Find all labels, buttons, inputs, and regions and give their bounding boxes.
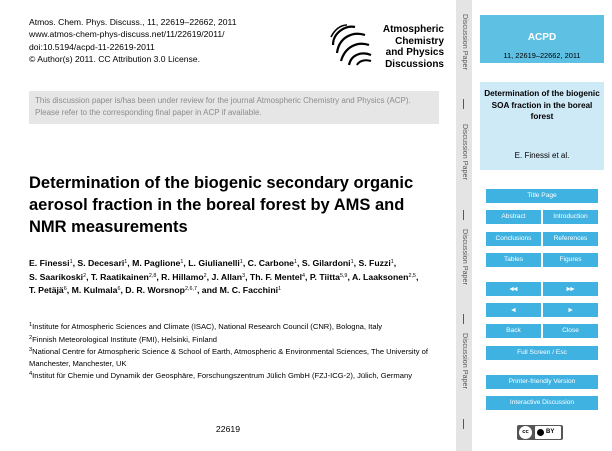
author-affiliation-marker: 6 bbox=[117, 286, 121, 293]
figures-button[interactable]: Figures bbox=[543, 253, 598, 267]
printer-friendly-button[interactable]: Printer-friendly Version bbox=[486, 375, 598, 389]
full-screen-button[interactable]: Full Screen / Esc bbox=[486, 346, 598, 360]
author-affiliation-marker: 6 bbox=[63, 286, 67, 293]
author-name: S. Saarikoski$^2$ bbox=[29, 271, 87, 282]
discussion-paper-strip bbox=[456, 0, 472, 451]
paper-doi[interactable]: doi:10.5194/acpd-11-22619-2011 bbox=[29, 41, 155, 52]
person-icon bbox=[537, 429, 544, 436]
author-affiliation-marker: 1 bbox=[294, 259, 298, 266]
tables-button[interactable]: Tables bbox=[486, 253, 541, 267]
issue-info: 11, 22619–22662, 2011 bbox=[503, 51, 581, 60]
strip-separator bbox=[463, 210, 464, 220]
author-name: A. Laaksonen$^{2,5}$ bbox=[351, 271, 416, 282]
conclusions-button[interactable]: Conclusions bbox=[486, 232, 541, 246]
review-notice-text: This discussion paper is/has been under review for the journal Atmospheric Chemistry and Physics (ACP). Please refer to the corresponding final paper in ACP if available. bbox=[35, 96, 411, 118]
author-affiliation-marker: 1 bbox=[239, 259, 243, 266]
affiliation: $^2$Finnish Meteorological Institute (FMI), Helsinki, Finland bbox=[29, 334, 218, 344]
journal-citation: Atmos. Chem. Phys. Discuss., 11, 22619–22662, 2011 bbox=[29, 17, 237, 27]
back-button[interactable]: Back bbox=[486, 324, 541, 338]
short-authors: E. Finessi et al. bbox=[514, 151, 570, 160]
author-name: S. Decesari$^1$ bbox=[77, 258, 128, 268]
citation-block bbox=[29, 16, 236, 65]
author-affiliation-marker: 3 bbox=[242, 272, 246, 279]
author-affiliation-marker: 2,5 bbox=[408, 272, 416, 279]
author-affiliation-marker: 5,9 bbox=[339, 272, 348, 279]
strip-label: Discussion Paper bbox=[461, 14, 470, 70]
cc-icon: cc bbox=[519, 426, 532, 439]
author-affiliation-marker: 2,8 bbox=[148, 272, 157, 279]
author-name: Th. F. Mentel$^4$ bbox=[249, 271, 306, 282]
cc-license-badge[interactable] bbox=[517, 425, 563, 440]
references-button[interactable]: References bbox=[543, 232, 598, 246]
affiliation: $^1$Institute for Atmospheric Sciences and Climate (ISAC), National Research Council (CNR), Bologna, Italy bbox=[29, 321, 383, 331]
author-name: J. Allan$^3$ bbox=[211, 271, 246, 282]
copyright-line: © Author(s) 2011. CC Attribution 3.0 License. bbox=[29, 53, 200, 64]
author-affiliation-marker: 2,6,7 bbox=[184, 286, 197, 293]
author-name: C. Carbone$^1$ bbox=[247, 258, 298, 268]
strip-separator bbox=[463, 99, 464, 109]
author-affiliation-marker: 2 bbox=[203, 272, 207, 279]
author-affiliation-marker: 1 bbox=[278, 286, 282, 293]
egu-swirl-logo-icon bbox=[327, 21, 375, 69]
author-affiliation-marker: 2 bbox=[83, 272, 87, 279]
author-name: T. Petäjä$^6$ bbox=[29, 285, 67, 296]
author-affiliation-marker: 1 bbox=[69, 259, 73, 266]
affiliation-list bbox=[29, 321, 449, 383]
last-page-icon[interactable]: ▸▸ bbox=[543, 282, 598, 296]
author-affiliation-marker: 1 bbox=[390, 259, 394, 266]
author-name: D. R. Worsnop$^{2,6,7}$ bbox=[125, 285, 197, 296]
abstract-button[interactable]: Abstract bbox=[486, 210, 541, 224]
interactive-discussion-button[interactable]: Interactive Discussion bbox=[486, 396, 598, 410]
author-name: P. Tiitta$^{5,9}$ bbox=[309, 271, 348, 282]
strip-label: Discussion Paper bbox=[461, 229, 470, 285]
author-name: M. C. Facchini$^1$ bbox=[219, 285, 282, 296]
first-page-icon[interactable]: ◂◂ bbox=[486, 282, 541, 296]
author-affiliation-marker: 1 bbox=[180, 259, 184, 266]
review-notice bbox=[29, 91, 439, 124]
paper-title: Determination of the biogenic secondary organic aerosol fraction in the boreal forest by AMS and NMR measurements bbox=[29, 174, 414, 236]
author-name: M. Kulmala$^6$ bbox=[71, 285, 121, 296]
journal-abbrev: ACPD bbox=[527, 32, 557, 43]
introduction-button[interactable]: Introduction bbox=[543, 210, 598, 224]
author-name: R. Hillamo$^2$ bbox=[161, 271, 207, 282]
navigation-panel bbox=[472, 0, 612, 451]
author-list: E. Finessi$^1$, S. Decesari$^1$, M. Paglione$^1$, L. Giulianelli$^1$, C. Carbone$^1$, S. Gilardoni$^1$, S. Fuzzi$^1$, S. Saarikoski$^2$, T. Raatikainen$^{2,8}$, R. Hillamo$^2$, J. Allan$^3$, Th. F. Mentel$^4$, P. Tiitta$^{5,9}$, A. Laaksonen$^{2,5}$, T. Petäjä$^6$, M. Kulmala$^6$, D. R. Worsnop$^{2,6,7}$, and M. C. Facchini$^1$ bbox=[29, 258, 419, 296]
strip-separator bbox=[463, 419, 464, 429]
author-name: S. Fuzzi$^1$ bbox=[358, 258, 394, 268]
by-attribution-icon: BY bbox=[535, 426, 561, 439]
previous-page-icon[interactable]: ◂ bbox=[486, 303, 541, 317]
title-page-button[interactable]: Title Page bbox=[486, 189, 598, 203]
journal-name: Atmospheric Chemistry and Physics Discussions bbox=[382, 24, 444, 70]
author-name: S. Gilardoni$^1$ bbox=[301, 258, 354, 268]
strip-separator bbox=[463, 314, 464, 324]
author-name: L. Giulianelli$^1$ bbox=[188, 258, 243, 268]
author-name: E. Finessi$^1$ bbox=[29, 258, 73, 268]
author-name: M. Paglione$^1$ bbox=[132, 258, 184, 268]
strip-label: Discussion Paper bbox=[461, 333, 470, 389]
author-affiliation-marker: 1 bbox=[350, 259, 354, 266]
paper-url[interactable]: www.atmos-chem-phys-discuss.net/11/22619/2011/ bbox=[29, 29, 225, 40]
author-affiliation-marker: 1 bbox=[124, 259, 128, 266]
affiliation: $^4$Institut für Chemie und Dynamik der Geosphäre, Forschungszentrum Jülich GmbH (FZJ-ICG-2), Jülich, Germany bbox=[29, 371, 412, 381]
author-affiliation-marker: 4 bbox=[302, 272, 306, 279]
close-button[interactable]: Close bbox=[543, 324, 598, 338]
strip-label: Discussion Paper bbox=[461, 124, 470, 180]
short-title: Determination of the biogenic SOA fraction in the boreal forest bbox=[484, 89, 600, 121]
page-number: 22619 bbox=[215, 424, 241, 434]
affiliation: $^3$National Centre for Atmospheric Science & School of Earth, Atmospheric & Environmental Sciences, The University of Manchester, Manchester, UK bbox=[29, 347, 428, 368]
next-page-icon[interactable]: ▸ bbox=[543, 303, 598, 317]
short-title-box bbox=[480, 82, 604, 170]
author-name: T. Raatikainen$^{2,8}$ bbox=[90, 271, 157, 282]
